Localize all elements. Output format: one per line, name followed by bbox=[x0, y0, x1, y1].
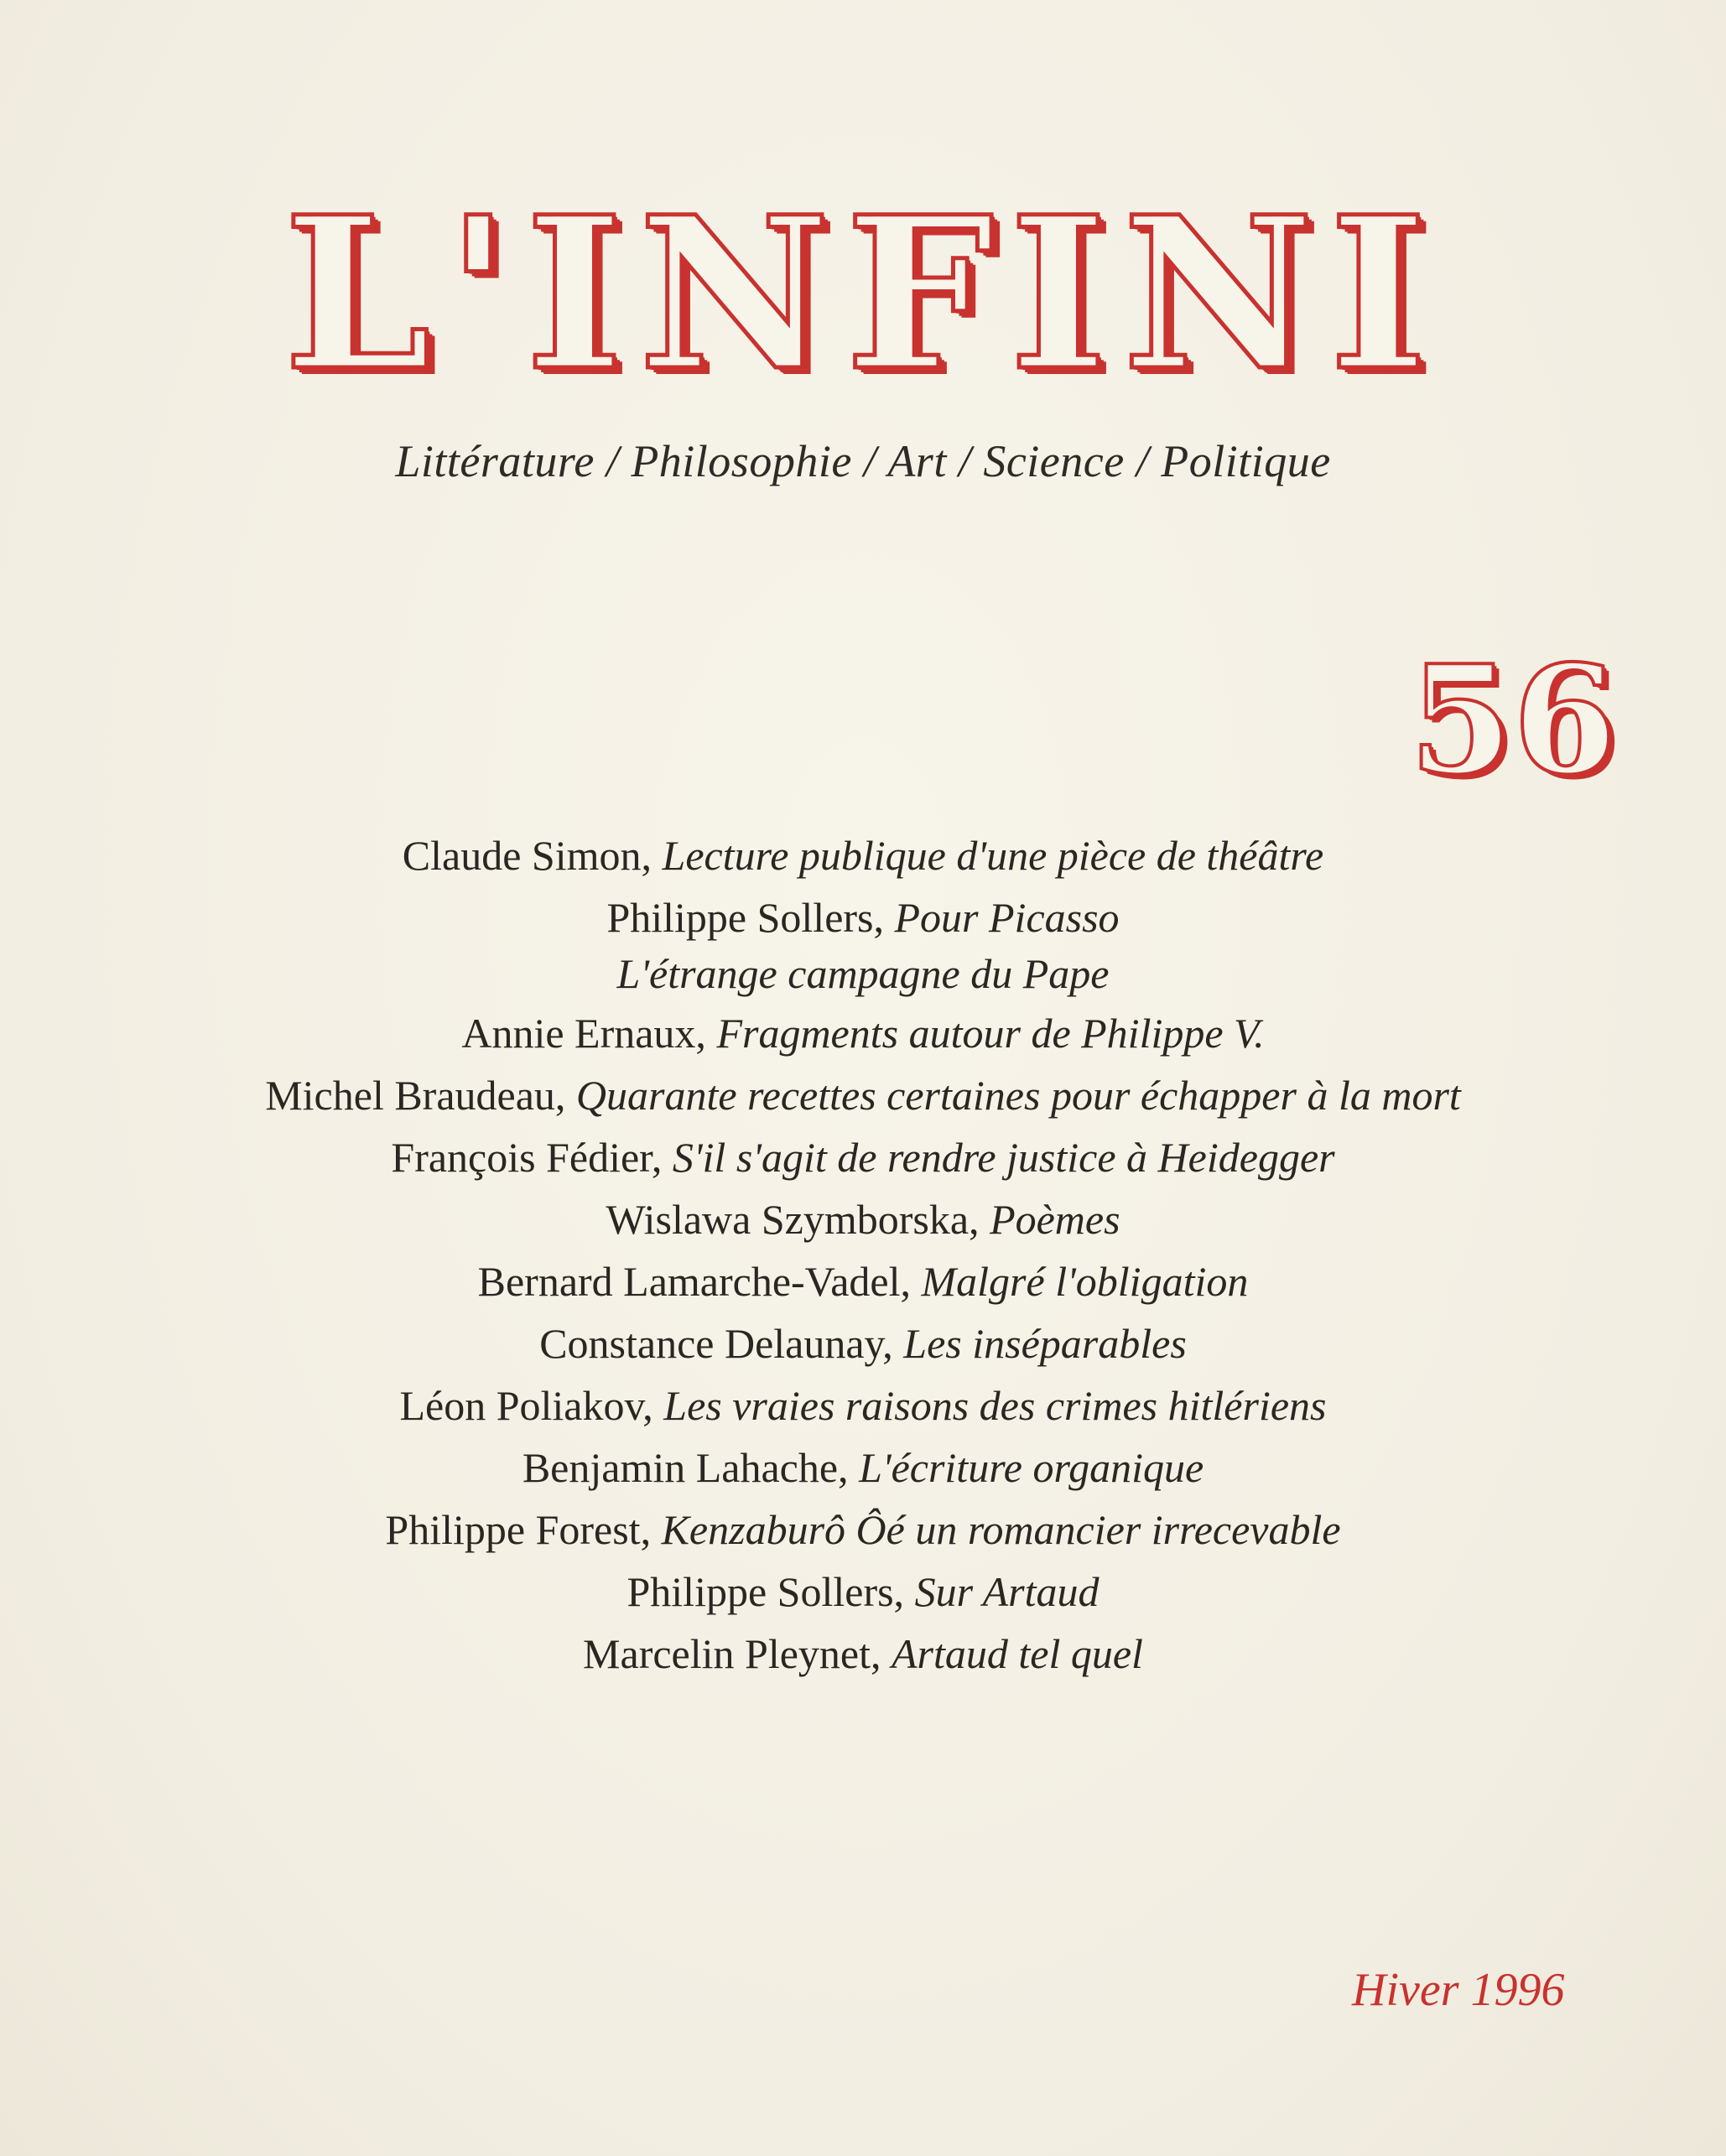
entry-title: Kenzaburô Ôé un romancier irrecevable bbox=[661, 1506, 1341, 1553]
entry-title: Les inséparables bbox=[903, 1320, 1187, 1367]
contents-entry bbox=[0, 1252, 1726, 1311]
contents-entry bbox=[0, 1066, 1726, 1125]
contents-entry bbox=[0, 826, 1726, 885]
masthead-title: L'INFINI bbox=[283, 170, 1443, 417]
masthead-subtitle: Littérature / Philosophie / Art / Science / Politique bbox=[395, 436, 1331, 486]
entry-title: Poèmes bbox=[990, 1196, 1120, 1243]
entry-author: Benjamin Lahache, bbox=[522, 1444, 849, 1491]
entry-second-title: L'étrange campagne du Pape bbox=[616, 950, 1110, 997]
entry-author: Philippe Sollers, bbox=[606, 894, 885, 941]
entry-title: Sur Artaud bbox=[914, 1568, 1100, 1615]
contents-entry bbox=[0, 888, 1726, 1000]
issue-number: 56 bbox=[1409, 632, 1617, 808]
entry-author: Philippe Forest, bbox=[385, 1506, 652, 1553]
contents-entry bbox=[0, 1500, 1726, 1559]
contents-entry bbox=[0, 1128, 1726, 1187]
entry-title: Lecture publique d'une pièce de théâtre bbox=[662, 832, 1324, 879]
entry-title: Fragments autour de Philippe V. bbox=[716, 1010, 1265, 1057]
entry-title: Les vraies raisons des crimes hitlériens bbox=[663, 1382, 1327, 1429]
entry-author: Wislawa Szymborska, bbox=[606, 1196, 980, 1243]
entry-title: Pour Picasso bbox=[894, 894, 1120, 941]
entry-author: Philippe Sollers, bbox=[626, 1568, 905, 1615]
contents-entry bbox=[0, 1004, 1726, 1062]
entry-author: Léon Poliakov, bbox=[399, 1382, 653, 1429]
entry-title: L'écriture organique bbox=[859, 1444, 1204, 1491]
entry-title: Quarante recettes certaines pour échapper à la mort bbox=[575, 1072, 1461, 1119]
entry-author: Annie Ernaux, bbox=[461, 1010, 706, 1057]
entry-title: S'il s'agit de rendre justice à Heidegger bbox=[672, 1134, 1335, 1181]
table-of-contents bbox=[0, 826, 1726, 1686]
issue-season: Hiver 1996 bbox=[1352, 1964, 1565, 2016]
contents-entry bbox=[0, 1624, 1726, 1683]
entry-author: Bernard Lamarche-Vadel, bbox=[477, 1258, 912, 1305]
contents-entry bbox=[0, 1438, 1726, 1497]
entry-author: Marcelin Pleynet, bbox=[583, 1630, 881, 1677]
entry-title: Malgré l'obligation bbox=[921, 1258, 1249, 1305]
contents-entry bbox=[0, 1376, 1726, 1435]
entry-author: François Fédier, bbox=[391, 1134, 663, 1181]
contents-entry bbox=[0, 1314, 1726, 1373]
entry-title: Artaud tel quel bbox=[892, 1630, 1143, 1677]
contents-entry bbox=[0, 1190, 1726, 1249]
entry-author: Claude Simon, bbox=[402, 832, 652, 879]
entry-author: Constance Delaunay, bbox=[539, 1320, 893, 1367]
entry-author: Michel Braudeau, bbox=[265, 1072, 566, 1119]
contents-entry bbox=[0, 1562, 1726, 1621]
